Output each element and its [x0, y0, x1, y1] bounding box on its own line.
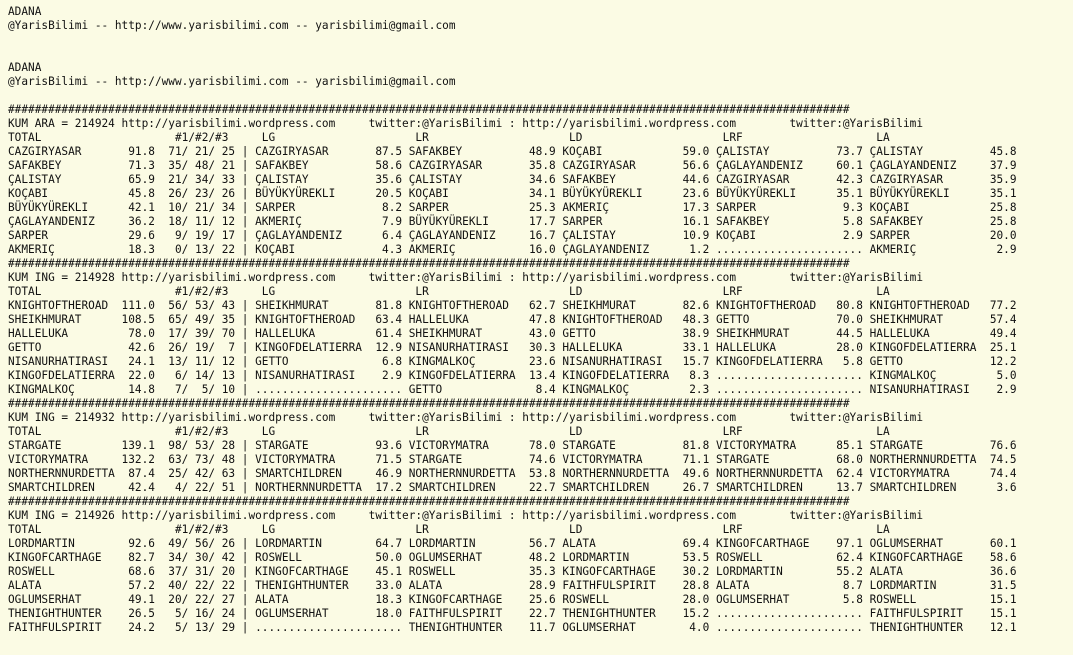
race-info-line: KUM ING = 214926 http://yarisbilimi.wordpress.com twitter:@YarisBilimi : http://yarisbilimi.wordpress.com twitter:@YarisBilimi — [8, 509, 924, 522]
table-row: KINGOFDELATIERRA 22.0 6/ 14/ 13 | NISANURHATIRASI 2.9 KINGOFDELATIERRA 13.4 KINGOFDELATIERRA 8.3 ...................... KINGMALKOÇ 5.0 — [8, 369, 1017, 382]
race-section — [8, 257, 1073, 397]
spacer — [8, 33, 1073, 61]
table-row: CAZGIRYASAR 91.8 71/ 21/ 25 | CAZGIRYASAR 87.5 SAFAKBEY 48.9 KOÇABI 59.0 ÇALISTAY 73.7 ÇALISTAY 45.8 — [8, 145, 1017, 158]
race-sections — [8, 103, 1073, 635]
race-info-line: KUM ING = 214932 http://yarisbilimi.wordpress.com twitter:@YarisBilimi : http://yarisbilimi.wordpress.com twitter:@YarisBilimi — [8, 411, 924, 424]
table-row: OGLUMSERHAT 49.1 20/ 22/ 27 | ALATA 18.3 KINGOFCARTHAGE 25.6 ROSWELL 28.0 OGLUMSERHAT 5.8 ROSWELL 15.1 — [8, 593, 1017, 606]
table-row: AKMERIÇ 18.3 0/ 13/ 22 | KOÇABI 4.3 AKMERIÇ 16.0 ÇAGLAYANDENIZ 1.2 ...................... AKMERIÇ 2.9 — [8, 243, 1017, 256]
table-row: NISANURHATIRASI 24.1 13/ 11/ 12 | GETTO 6.8 KINGMALKOÇ 23.6 NISANURHATIRASI 15.7 KINGOFDELATIERRA 5.8 GETTO 12.2 — [8, 355, 1017, 368]
table-header: TOTAL #1/#2/#3 LG LR LD LRF LA — [8, 523, 890, 536]
table-row: FAITHFULSPIRIT 24.2 5/ 13/ 29 | ...................... THENIGHTHUNTER 11.7 OGLUMSERHAT 4.0 ...................... THENIGHTHUNTER 12.1 — [8, 621, 1017, 634]
table-row: GETTO 42.6 26/ 19/ 7 | KINGOFDELATIERRA 12.9 NISANURHATIRASI 30.3 HALLELUKA 33.1 HALLELUKA 28.0 KINGOFDELATIERRA 25.1 — [8, 341, 1017, 354]
page-title: ADANA — [8, 5, 42, 18]
table-row: SAFAKBEY 71.3 35/ 48/ 21 | SAFAKBEY 58.6 CAZGIRYASAR 35.8 CAZGIRYASAR 56.6 ÇAGLAYANDENIZ 60.1 ÇAGLAYANDENIZ 37.9 — [8, 159, 1017, 172]
race-section — [8, 397, 1073, 495]
table-row: ROSWELL 68.6 37/ 31/ 20 | KINGOFCARTHAGE 45.1 ROSWELL 35.3 KINGOFCARTHAGE 30.2 LORDMARTIN 55.2 ALATA 36.6 — [8, 565, 1017, 578]
table-row: HALLELUKA 78.0 17/ 39/ 70 | HALLELUKA 61.4 SHEIKHMURAT 43.0 GETTO 38.9 SHEIKHMURAT 44.5 HALLELUKA 49.4 — [8, 327, 1017, 340]
table-row: LORDMARTIN 92.6 49/ 56/ 26 | LORDMARTIN 64.7 LORDMARTIN 56.7 ALATA 69.4 KINGOFCARTHAGE 97.1 OGLUMSERHAT 60.1 — [8, 537, 1017, 550]
section-separator: ############################################################################################################################## — [8, 397, 850, 410]
spacer — [8, 89, 1073, 103]
race-info-line: KUM ARA = 214924 http://yarisbilimi.wordpress.com twitter:@YarisBilimi : http://yarisbilimi.wordpress.com twitter:@YarisBilimi — [8, 117, 924, 130]
table-header: TOTAL #1/#2/#3 LG LR LD LRF LA — [8, 425, 890, 438]
table-row: KINGMALKOÇ 14.8 7/ 5/ 10 | ...................... GETTO 8.4 KINGMALKOÇ 2.3 ...................... NISANURHATIRASI 2.9 — [8, 383, 1017, 396]
table-row: ÇALISTAY 65.9 21/ 34/ 33 | ÇALISTAY 35.6 ÇALISTAY 34.6 SAFAKBEY 44.6 CAZGIRYASAR 42.3 CAZGIRYASAR 35.9 — [8, 173, 1017, 186]
table-row: SMARTCHILDREN 42.4 4/ 22/ 51 | NORTHERNNURDETTA 17.2 SMARTCHILDREN 22.7 SMARTCHILDREN 26.7 SMARTCHILDREN 13.7 SMARTCHILDREN 3.6 — [8, 481, 1017, 494]
table-row: KOÇABI 45.8 26/ 23/ 26 | BÜYÜKYÜREKLI 20.5 KOÇABI 34.1 BÜYÜKYÜREKLI 23.6 BÜYÜKYÜREKLI 35.1 BÜYÜKYÜREKLI 35.1 — [8, 187, 1017, 200]
table-row: ÇAGLAYANDENIZ 36.2 18/ 11/ 12 | AKMERIÇ 7.9 BÜYÜKYÜREKLI 17.7 SARPER 16.1 SAFAKBEY 5.8 SAFAKBEY 25.8 — [8, 215, 1017, 228]
table-row: KNIGHTOFTHEROAD 111.0 56/ 53/ 43 | SHEIKHMURAT 81.8 KNIGHTOFTHEROAD 62.7 SHEIKHMURAT 82.6 KNIGHTOFTHEROAD 80.8 KNIGHTOFTHEROAD 77.2 — [8, 299, 1017, 312]
section-separator: ############################################################################################################################## — [8, 257, 850, 270]
table-header: TOTAL #1/#2/#3 LG LR LD LRF LA — [8, 285, 890, 298]
table-row: BÜYÜKYÜREKLI 42.1 10/ 21/ 34 | SARPER 8.2 SARPER 25.3 AKMERIÇ 17.3 SARPER 9.3 KOÇABI 25.8 — [8, 201, 1017, 214]
section-separator: ############################################################################################################################## — [8, 103, 850, 116]
race-info-line: KUM ING = 214928 http://yarisbilimi.wordpress.com twitter:@YarisBilimi : http://yarisbilimi.wordpress.com twitter:@YarisBilimi — [8, 271, 924, 284]
table-header: TOTAL #1/#2/#3 LG LR LD LRF LA — [8, 131, 890, 144]
table-row: ALATA 57.2 40/ 22/ 22 | THENIGHTHUNTER 33.0 ALATA 28.9 FAITHFULSPIRIT 28.8 ALATA 8.7 LORDMARTIN 31.5 — [8, 579, 1017, 592]
contact-line: @YarisBilimi -- http://www.yarisbilimi.com -- yarisbilimi@gmail.com — [8, 19, 456, 32]
table-row: SARPER 29.6 9/ 19/ 17 | ÇAGLAYANDENIZ 6.4 ÇAGLAYANDENIZ 16.7 ÇALISTAY 10.9 KOÇABI 2.9 SARPER 20.0 — [8, 229, 1017, 242]
page-title: ADANA — [8, 61, 42, 74]
race-section — [8, 495, 1073, 635]
section-separator: ############################################################################################################################## — [8, 495, 850, 508]
contact-line: @YarisBilimi -- http://www.yarisbilimi.com -- yarisbilimi@gmail.com — [8, 75, 456, 88]
table-row: KINGOFCARTHAGE 82.7 34/ 30/ 42 | ROSWELL 50.0 OGLUMSERHAT 48.2 LORDMARTIN 53.5 ROSWELL 62.4 KINGOFCARTHAGE 58.6 — [8, 551, 1017, 564]
table-row: STARGATE 139.1 98/ 53/ 28 | STARGATE 93.6 VICTORYMATRA 78.0 STARGATE 81.8 VICTORYMATRA 85.1 STARGATE 76.6 — [8, 439, 1017, 452]
table-row: VICTORYMATRA 132.2 63/ 73/ 48 | VICTORYMATRA 71.5 STARGATE 74.6 VICTORYMATRA 71.1 STARGATE 68.0 NORTHERNNURDETTA 74.5 — [8, 453, 1017, 466]
table-row: NORTHERNNURDETTA 87.4 25/ 42/ 63 | SMARTCHILDREN 46.9 NORTHERNNURDETTA 53.8 NORTHERNNURDETTA 49.6 NORTHERNNURDETTA 62.4 VICTORYMATRA 74.4 — [8, 467, 1017, 480]
table-row: THENIGHTHUNTER 26.5 5/ 16/ 24 | OGLUMSERHAT 18.0 FAITHFULSPIRIT 22.7 THENIGHTHUNTER 15.2 ...................... FAITHFULSPIRIT 15.1 — [8, 607, 1017, 620]
table-row: SHEIKHMURAT 108.5 65/ 49/ 35 | KNIGHTOFTHEROAD 63.4 HALLELUKA 47.8 KNIGHTOFTHEROAD 48.3 GETTO 70.0 SHEIKHMURAT 57.4 — [8, 313, 1017, 326]
race-section — [8, 103, 1073, 257]
